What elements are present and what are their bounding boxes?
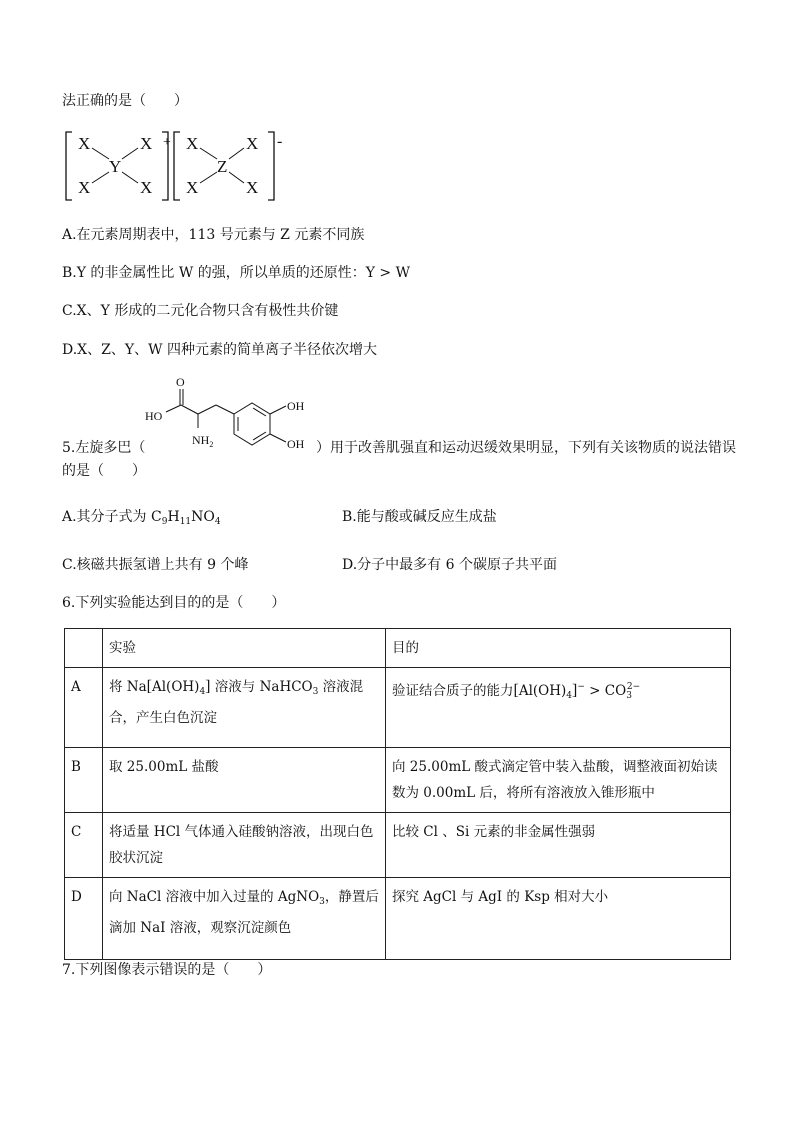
atom-oh-top: OH (287, 399, 305, 413)
row-label: D (65, 878, 103, 960)
q5-stem-suffix: ）用于改善肌强直和运动迟缓效果明显，下列有关该物质的说法错误 (316, 440, 736, 456)
atom-oh-bottom: OH (287, 437, 305, 451)
row-experiment: 将适量 HCl 气体通入硅酸钠溶液，出现白色胶状沉淀 (103, 813, 386, 878)
atom-o: O (176, 375, 185, 389)
row-label: B (65, 748, 103, 813)
left-atom-x4: X (140, 178, 153, 197)
table-row (65, 813, 731, 878)
table-row (65, 668, 731, 748)
q6-stem: 6.下列实验能达到目的的是（ ） (62, 595, 286, 611)
table-header-row (65, 629, 731, 668)
row-goal: 向 25.00mL 酸式滴定管中装入盐酸，调整液面初始读数为 0.00mL 后，将所有溶液放入锥形瓶中 (386, 748, 731, 813)
q4-option-c: C.X、Y 形成的二元化合物只含有极性共价键 (62, 303, 339, 319)
right-atom-x3: X (186, 178, 199, 197)
q5-stem-prefix: 5.左旋多巴（ (62, 440, 146, 456)
right-atom-x1: X (186, 134, 199, 153)
row-experiment: 将 $Na[Al(OH)_4]$ 溶液与 NaHCO$_3$ 溶液混合，产生白色沉淀 (103, 668, 386, 748)
row-goal: 探究 AgCl 与 AgI 的 Ksp 相对大小 (386, 878, 731, 960)
q5-stem-line2: 的是（ ） (62, 463, 146, 479)
left-atom-x1: X (78, 134, 91, 153)
atom-nh2: $NH_2$ (192, 433, 214, 449)
levodopa-structure (140, 372, 320, 454)
left-atom-x2: X (140, 134, 153, 153)
row-label: A (65, 668, 103, 748)
left-atom-x3: X (78, 178, 91, 197)
q5-option-d: D.分子中最多有 6 个碳原子共平面 (342, 557, 557, 573)
row-goal: 验证结合质子的能力$[Al(OH)_4]^- > CO_3^{2-}$ (386, 668, 731, 748)
q4-stem-tail: 法正确的是（ ） (62, 93, 188, 109)
header-goal: 目的 (386, 629, 731, 668)
right-charge: - (277, 133, 283, 150)
q7-stem: 7.下列图像表示错误的是（ ） (62, 962, 272, 978)
ionic-structure-diagram (62, 128, 302, 204)
q4-option-d: D.X、Z、Y、W 四种元素的简单离子半径依次增大 (62, 342, 377, 358)
atom-ho-left: HO (145, 409, 163, 423)
left-charge: + (163, 135, 171, 150)
right-atom-z: Z (217, 157, 228, 176)
q5-option-c: C.核磁共振氢谱上共有 9 个峰 (62, 557, 249, 573)
row-goal: 比较 Cl 、Si 元素的非金属性强弱 (386, 813, 731, 878)
left-atom-y: Y (109, 157, 122, 176)
header-label-cell (65, 629, 103, 668)
q4-option-a: A.在元素周期表中，113 号元素与 Z 元素不同族 (62, 227, 365, 243)
right-atom-x4: X (246, 178, 259, 197)
q5-option-a: A.其分子式为 $C_9H_{11}NO_4$ (62, 509, 221, 527)
right-atom-x2: X (246, 134, 259, 153)
table-row (65, 878, 731, 960)
header-experiment: 实验 (103, 629, 386, 668)
table-row (65, 748, 731, 813)
experiment-table (64, 628, 731, 960)
row-label: C (65, 813, 103, 878)
row-experiment: 取 25.00mL 盐酸 (103, 748, 386, 813)
row-experiment: 向 NaCl 溶液中加入过量的 AgNO$_3$，静置后滴加 NaI 溶液，观察沉淀颜色 (103, 878, 386, 960)
q4-option-b: B.Y 的非金属性比 W 的强，所以单质的还原性：Y > W (62, 265, 410, 281)
left-ion (66, 132, 171, 200)
q5-option-b: B.能与酸或碱反应生成盐 (342, 509, 497, 525)
right-ion (174, 132, 282, 200)
